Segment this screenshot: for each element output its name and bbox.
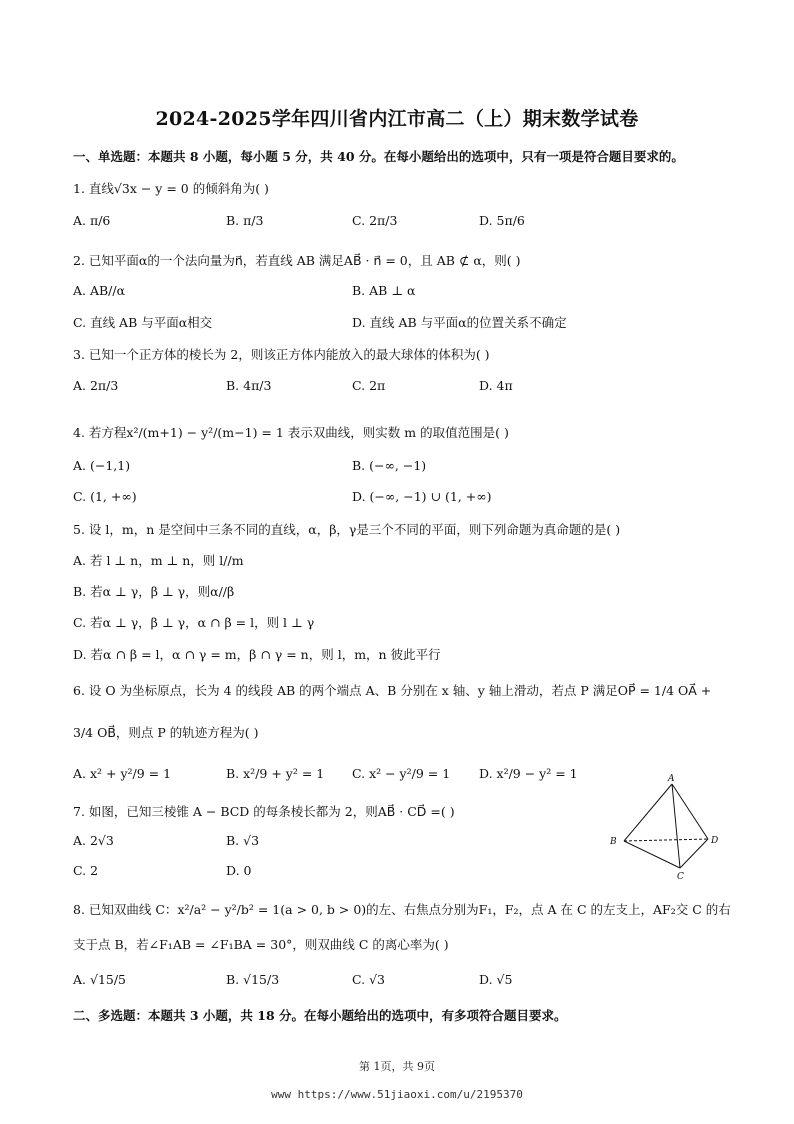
question-4-option-d: D. (−∞, −1) ∪ (1, +∞) (352, 489, 492, 504)
question-4-option-b: B. (−∞, −1) (352, 458, 427, 473)
question-8-option-c: C. √3 (352, 972, 385, 987)
vertex-label-d: D (711, 836, 719, 846)
question-8-option-d: D. √5 (479, 972, 513, 987)
question-2-option-b: B. AB ⊥ α (352, 283, 416, 298)
question-4-stem: 4. 若方程x²/(m+1) − y²/(m−1) = 1 表示双曲线，则实数 m 的取值范围是( ) (73, 425, 509, 440)
question-7-stem: 7. 如图，已知三棱锥 A − BCD 的每条棱长都为 2，则AB⃗ · CD⃗ =( ) (73, 804, 455, 819)
question-6-option-b: B. x²/9 + y² = 1 (226, 766, 325, 781)
question-8-option-a: A. √15/5 (73, 972, 127, 987)
question-4-option-c: C. (1, +∞) (73, 489, 137, 504)
question-2-option-c: C. 直线 AB 与平面α相交 (73, 315, 213, 330)
question-5-option-d: D. 若α ∩ β = l，α ∩ γ = m，β ∩ γ = n，则 l，m，n 彼此平行 (73, 647, 441, 662)
question-3-option-a: A. 2π/3 (73, 378, 119, 393)
question-5-option-b: B. 若α ⊥ γ，β ⊥ γ，则α//β (73, 584, 235, 599)
section-heading-multiple-choice: 二、多选题：本题共 3 小题，共 18 分。在每小题给出的选项中，有多项符合题目要求。 (73, 1008, 567, 1023)
question-8-option-b: B. √15/3 (226, 972, 280, 987)
question-6-option-c: C. x² − y²/9 = 1 (352, 766, 451, 781)
vertex-label-b: B (610, 837, 617, 847)
question-6-stem-continued: 3/4 OB⃗，则点 P 的轨迹方程为( ) (73, 725, 259, 740)
question-7-option-c: C. 2 (73, 863, 99, 878)
page-title: 2024-2025学年四川省内江市高二（上）期末数学试卷 (155, 108, 639, 130)
question-2-option-a: A. AB//α (73, 283, 126, 298)
question-1-option-c: C. 2π/3 (352, 213, 398, 228)
question-3-option-b: B. 4π/3 (226, 378, 272, 393)
question-1-option-a: A. π/6 (73, 213, 111, 228)
question-3-stem: 3. 已知一个正方体的棱长为 2，则该正方体内能放入的最大球体的体积为( ) (73, 347, 490, 362)
question-2-option-d: D. 直线 AB 与平面α的位置关系不确定 (352, 315, 567, 330)
tetrahedron-figure (604, 772, 732, 882)
question-7-option-a: A. 2√3 (73, 833, 114, 848)
question-8-stem: 8. 已知双曲线 C：x²/a² − y²/b² = 1(a > 0, b > 0)的左、右焦点分别为F₁，F₂，点 A 在 C 的左支上，AF₂交 C 的右 (73, 902, 731, 917)
question-5-option-a: A. 若 l ⊥ n，m ⊥ n，则 l//m (73, 553, 244, 568)
question-1-stem: 1. 直线√3x − y = 0 的倾斜角为( ) (73, 181, 269, 196)
vertex-label-c: C (677, 872, 684, 882)
page-number-footer: 第 1页，共 9页 (359, 1060, 435, 1073)
vertex-label-a: A (668, 774, 675, 784)
question-5-option-c: C. 若α ⊥ γ，β ⊥ γ，α ∩ β = l，则 l ⊥ γ (73, 615, 315, 630)
question-6-option-a: A. x² + y²/9 = 1 (73, 766, 172, 781)
question-1-option-b: B. π/3 (226, 213, 264, 228)
question-8-stem-continued: 支于点 B，若∠F₁AB = ∠F₁BA = 30°，则双曲线 C 的离心率为( ) (73, 937, 449, 952)
question-4-option-a: A. (−1,1) (73, 458, 131, 473)
question-3-option-d: D. 4π (479, 378, 513, 393)
question-7-option-b: B. √3 (226, 833, 260, 848)
question-6-stem: 6. 设 O 为坐标原点，长为 4 的线段 AB 的两个端点 A、B 分别在 x 轴、y 轴上滑动，若点 P 满足OP⃗ = 1/4 OA⃗ + (73, 683, 712, 698)
question-2-stem: 2. 已知平面α的一个法向量为n⃗，若直线 AB 满足AB⃗ · n⃗ = 0，且 AB ⊄ α，则( ) (73, 253, 521, 268)
question-3-option-c: C. 2π (352, 378, 386, 393)
question-6-option-d: D. x²/9 − y² = 1 (479, 766, 578, 781)
question-5-stem: 5. 设 l，m，n 是空间中三条不同的直线，α，β，γ是三个不同的平面，则下列命题为真命题的是( ) (73, 522, 621, 537)
section-heading-single-choice: 一、单选题：本题共 8 小题，每小题 5 分，共 40 分。在每小题给出的选项中，只有一项是符合题目要求的。 (73, 149, 684, 164)
question-7-option-d: D. 0 (226, 863, 252, 878)
watermark-url: www https://www.51jiaoxi.com/u/2195370 (271, 1088, 523, 1101)
question-1-option-d: D. 5π/6 (479, 213, 525, 228)
